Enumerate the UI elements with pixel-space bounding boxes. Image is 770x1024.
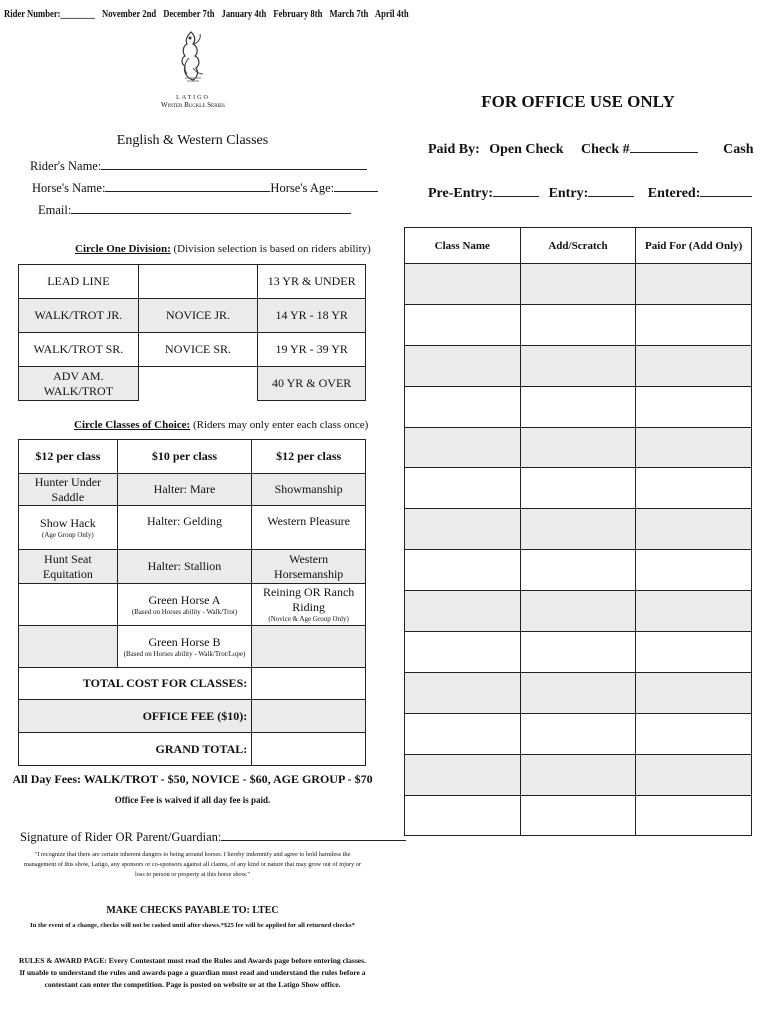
class-cell[interactable]: Western Horsemanship <box>252 550 366 584</box>
total-row <box>19 733 366 766</box>
office-cell[interactable] <box>636 550 752 591</box>
division-caption-rest: (Division selection is based on riders ability) <box>170 243 371 255</box>
class-row <box>19 584 366 626</box>
grand-total-field[interactable] <box>252 733 366 766</box>
office-cell[interactable] <box>405 713 521 754</box>
date-2: December 7th <box>163 9 215 20</box>
rider-name-label: Rider's Name: <box>30 159 102 173</box>
date-6: April 4th <box>374 9 409 20</box>
office-table-body <box>405 264 752 836</box>
office-row <box>405 468 752 509</box>
division-cell[interactable]: 40 YR & OVER <box>258 367 366 401</box>
fee-waiver-note: Office Fee is waived if all day fee is paid. <box>114 795 271 805</box>
office-cell[interactable] <box>636 672 752 713</box>
office-row <box>405 386 752 427</box>
office-cell[interactable] <box>405 304 521 345</box>
office-cell[interactable] <box>405 591 521 632</box>
entry-status-row <box>428 184 752 202</box>
total-row <box>19 700 366 733</box>
office-fee-label: OFFICE FEE ($10): <box>19 700 252 733</box>
division-cell <box>138 367 258 401</box>
division-cell[interactable]: NOVICE SR. <box>138 333 258 367</box>
check-number-field[interactable] <box>630 140 698 153</box>
form-title: English & Western Classes <box>116 133 269 148</box>
signature-row[interactable] <box>20 829 406 845</box>
division-cell[interactable]: 14 YR - 18 YR <box>258 299 366 333</box>
division-cell[interactable]: WALK/TROT JR. <box>19 299 139 333</box>
classes-caption-rest: (Riders may only enter each class once) <box>190 419 369 431</box>
class-cell[interactable] <box>252 584 366 626</box>
all-day-fees: All Day Fees: WALK/TROT - $50, NOVICE - $60, AGE GROUP - $70 <box>12 772 373 786</box>
class-row <box>19 550 366 584</box>
office-cell[interactable] <box>520 754 636 795</box>
office-row <box>405 304 752 345</box>
rider-name-row[interactable] <box>30 158 367 174</box>
email-row <box>38 202 351 218</box>
class-cell[interactable]: Halter: Mare <box>117 474 252 506</box>
class-cell <box>19 626 118 668</box>
division-row <box>19 265 366 299</box>
office-row <box>405 264 752 305</box>
logo-line1: LATIGO <box>176 95 210 101</box>
office-cell[interactable] <box>636 468 752 509</box>
logo-line2: Winter Buckle Series <box>161 101 225 109</box>
class-cell-note: (Based on Horses ability - Walk/Trot) <box>131 607 238 616</box>
division-row <box>19 333 366 367</box>
class-cell[interactable]: Hunt Seat Equitation <box>19 550 118 584</box>
entered-label: Entered: <box>647 186 701 201</box>
rules-award-text: RULES & AWARD PAGE: Every Contestant must read the Rules and Awards page before entering classes. If unable to understand the rules and awards page a guardian must read and understand the rules before a contestant can enter the competition. Page is posted on website or at the Latigo Show office. <box>18 956 367 989</box>
col-class-name: Class Name <box>405 228 521 264</box>
office-cell[interactable] <box>405 468 521 509</box>
office-cell[interactable] <box>405 264 521 305</box>
latigo-logo <box>163 28 223 112</box>
office-cell[interactable] <box>405 550 521 591</box>
office-cell[interactable] <box>636 713 752 754</box>
office-fee-field[interactable] <box>252 700 366 733</box>
division-cell[interactable]: WALK/TROT SR. <box>19 333 139 367</box>
office-cell[interactable] <box>520 591 636 632</box>
office-row <box>405 509 752 550</box>
class-cell[interactable]: Western Pleasure <box>252 506 366 550</box>
date-1: November 2nd <box>102 9 157 20</box>
rider-name-field[interactable] <box>101 158 367 170</box>
office-cell[interactable] <box>636 427 752 468</box>
date-5: March 7th <box>329 9 369 20</box>
class-cell-label: Show Hack <box>40 515 96 530</box>
division-cell[interactable]: NOVICE JR. <box>138 299 258 333</box>
office-cell[interactable] <box>520 713 636 754</box>
horse-logo-icon <box>163 28 223 88</box>
price-header: $10 per class <box>117 440 252 474</box>
date-4: February 8th <box>273 9 323 20</box>
horse-name-label: Horse's Name: <box>32 181 106 195</box>
office-cell[interactable] <box>520 386 636 427</box>
office-cell[interactable] <box>520 345 636 386</box>
office-table <box>404 227 752 836</box>
col-add-scratch: Add/Scratch <box>520 228 636 264</box>
horse-name-row <box>32 180 378 196</box>
office-row <box>405 591 752 632</box>
classes-header-row <box>19 440 366 474</box>
office-cell[interactable] <box>405 345 521 386</box>
horse-age-label: Horse's Age: <box>270 181 335 195</box>
division-row <box>19 367 366 401</box>
class-row <box>19 626 366 668</box>
liability-disclaimer: "I recognize that there are certain inherent dangers to being around horses. I hereby indemnify and agree to hold harmless the management of this show, Latigo, any sponsors or co-sponsors against all claims, of any kind or nature that may grow out of injury or loss to person or property at this horse show." <box>23 851 362 878</box>
total-cost-field[interactable] <box>252 668 366 700</box>
office-row <box>405 427 752 468</box>
division-table <box>18 264 366 401</box>
division-caption-bold: Circle One Division: <box>75 243 171 255</box>
office-cell[interactable] <box>405 672 521 713</box>
class-cell[interactable]: Hunter Under Saddle <box>19 474 118 506</box>
class-cell-label: Reining OR Ranch Riding <box>262 585 355 614</box>
class-cell-note: (Novice & Age Group Only) <box>268 615 349 623</box>
class-cell[interactable] <box>117 584 252 626</box>
class-cell-note: (Based on Horses ability - Walk/Trot/Lope) <box>123 649 246 658</box>
horse-name-field[interactable] <box>105 180 270 192</box>
signature-field[interactable] <box>221 829 406 841</box>
checks-note: In the event of a change, checks will not be cashed until after shows.*$25 fee will be applied for all returned checks* <box>30 922 355 929</box>
entry-label: Entry: <box>548 186 589 201</box>
office-cell[interactable] <box>405 427 521 468</box>
signature-label: Signature of Rider OR Parent/Guardian: <box>20 830 222 844</box>
class-cell[interactable]: Halter: Stallion <box>117 550 252 584</box>
class-cell[interactable]: Halter: Gelding <box>117 506 252 550</box>
email-label: Email: <box>38 203 72 217</box>
price-header: $12 per class <box>252 440 366 474</box>
office-cell[interactable] <box>520 509 636 550</box>
checks-payable: MAKE CHECKS PAYABLE TO: LTEC <box>106 905 279 916</box>
class-row <box>19 506 366 550</box>
office-row <box>405 795 752 836</box>
office-cell[interactable] <box>405 509 521 550</box>
office-cell[interactable] <box>405 795 521 836</box>
office-cell[interactable] <box>520 672 636 713</box>
office-use-title: FOR OFFICE USE ONLY <box>481 92 675 111</box>
check-number-label: Check # <box>581 142 630 157</box>
class-cell[interactable] <box>117 626 252 668</box>
division-cell[interactable]: 13 YR & UNDER <box>258 265 366 299</box>
grand-total-label: GRAND TOTAL: <box>19 733 252 766</box>
office-cell[interactable] <box>636 795 752 836</box>
entered-field[interactable] <box>700 184 752 197</box>
class-cell <box>19 584 118 626</box>
division-cell <box>138 265 258 299</box>
office-cell[interactable] <box>405 754 521 795</box>
office-cell[interactable] <box>636 509 752 550</box>
paid-by-label: Paid By: <box>428 142 480 157</box>
col-paid-for: Paid For (Add Only) <box>636 228 752 264</box>
class-cell[interactable]: Showmanship <box>252 474 366 506</box>
paid-by-row <box>428 140 754 158</box>
office-row <box>405 713 752 754</box>
class-cell <box>252 626 366 668</box>
pre-entry-field[interactable] <box>493 184 539 197</box>
date-3: January 4th <box>221 9 267 20</box>
office-cell[interactable] <box>520 304 636 345</box>
office-cell[interactable] <box>636 304 752 345</box>
email-field[interactable] <box>71 202 351 214</box>
division-cell[interactable]: ADV AM. WALK/TROT <box>19 367 139 401</box>
class-row <box>19 474 366 506</box>
class-cell-label: Green Horse B <box>148 634 221 649</box>
office-cell[interactable] <box>520 468 636 509</box>
office-row <box>405 754 752 795</box>
office-cell[interactable] <box>636 386 752 427</box>
class-cell-note: (Age Group Only) <box>42 530 94 539</box>
total-cost-label: TOTAL COST FOR CLASSES: <box>19 668 252 700</box>
office-cell[interactable] <box>520 427 636 468</box>
classes-caption <box>74 419 368 431</box>
total-row <box>19 668 366 700</box>
office-cell[interactable] <box>636 345 752 386</box>
office-row <box>405 672 752 713</box>
cash-option[interactable]: Cash <box>723 142 754 157</box>
office-cell[interactable] <box>520 264 636 305</box>
office-cell[interactable] <box>636 754 752 795</box>
open-check-option[interactable]: Open Check <box>489 142 564 157</box>
office-cell[interactable] <box>405 632 521 673</box>
division-caption <box>75 243 371 255</box>
class-cell-label: Green Horse A <box>148 592 221 607</box>
office-header-row <box>405 228 752 264</box>
division-row <box>19 299 366 333</box>
office-cell[interactable] <box>520 795 636 836</box>
class-cell[interactable] <box>19 506 118 550</box>
division-cell[interactable]: 19 YR - 39 YR <box>258 333 366 367</box>
pre-entry-label: Pre-Entry: <box>428 186 494 201</box>
office-cell[interactable] <box>405 386 521 427</box>
office-cell[interactable] <box>636 264 752 305</box>
office-row <box>405 632 752 673</box>
classes-caption-bold: Circle Classes of Choice: <box>74 419 191 431</box>
office-cell[interactable] <box>636 632 752 673</box>
price-header: $12 per class <box>19 440 118 474</box>
office-cell[interactable] <box>520 632 636 673</box>
office-cell[interactable] <box>636 591 752 632</box>
office-row <box>405 550 752 591</box>
entry-field[interactable] <box>588 184 634 197</box>
classes-table <box>18 439 366 766</box>
header-dates-line <box>4 9 414 20</box>
rider-number-label: Rider Number:________ <box>4 9 95 20</box>
division-cell[interactable]: LEAD LINE <box>19 265 139 299</box>
horse-age-field[interactable] <box>334 180 378 192</box>
office-row <box>405 345 752 386</box>
office-cell[interactable] <box>520 550 636 591</box>
